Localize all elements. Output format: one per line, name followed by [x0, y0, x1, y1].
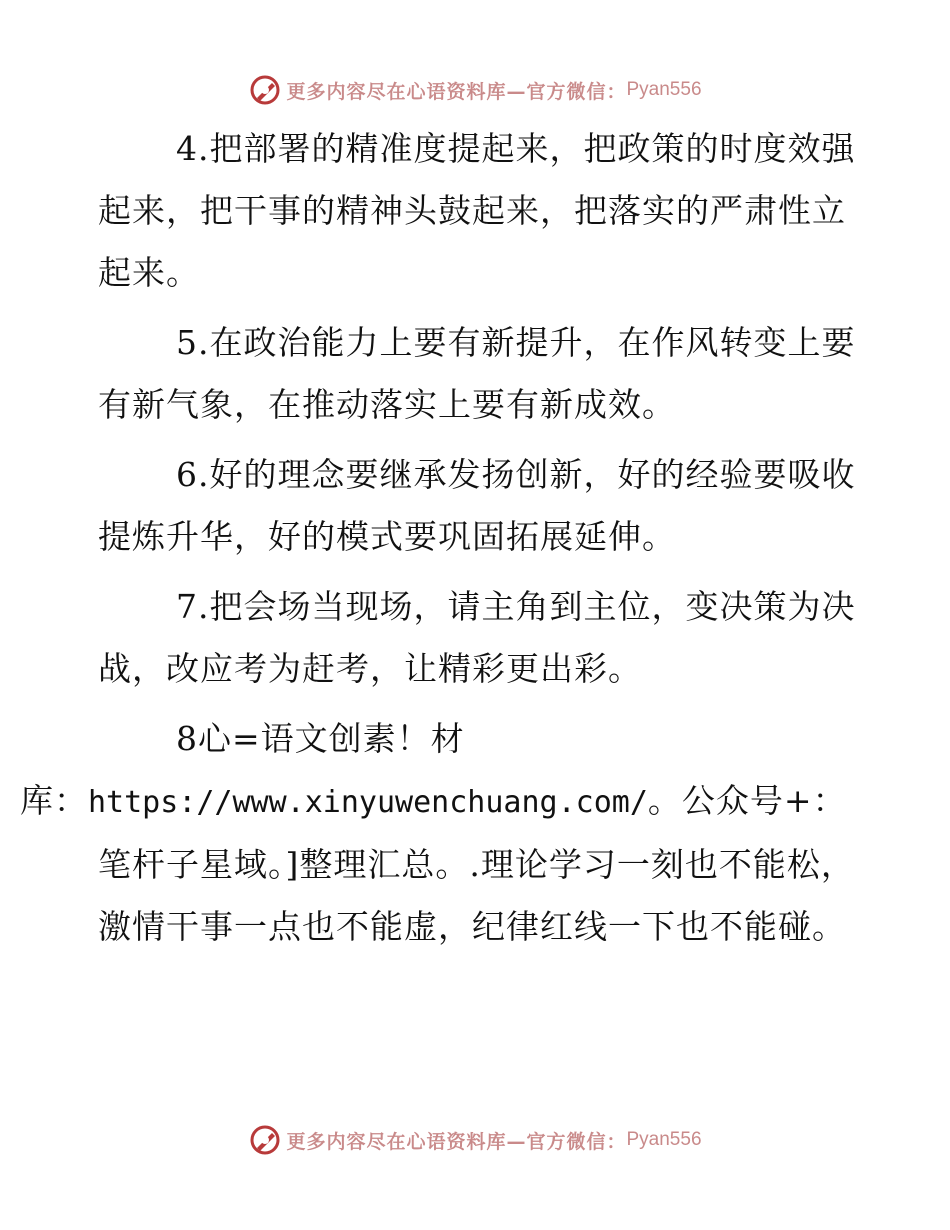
watermark-footer	[0, 1120, 950, 1160]
watermark-text: 更多内容尽在心语资料库—官方微信：	[286, 1130, 627, 1153]
watermark-wechat-id: Pyan556	[626, 1129, 702, 1150]
watermark-text: 更多内容尽在心语资料库—官方微信：	[286, 80, 627, 103]
paragraph-7: 7.把会场当现场，请主角到主位，变决策为决战，改应考为赶考，让精彩更出彩。	[98, 587, 856, 688]
paragraph-5: 5.在政治能力上要有新提升，在作风转变上要有新气象，在推动落实上要有新成效。	[98, 323, 856, 424]
paragraph-8-url-prefix: 库：	[20, 781, 88, 820]
source-url: https://www.xinyuwenchuang.com/	[88, 785, 648, 820]
watermark-wechat-id: Pyan556	[626, 79, 702, 100]
paragraph-6: 6.好的理念要继承发扬创新，好的经验要吸收提炼升华，好的模式要巩固拓展延伸。	[98, 455, 856, 556]
pen-logo-icon	[248, 73, 282, 107]
paragraph-8-line1: 8心=语文创素！材	[176, 719, 465, 758]
pen-logo-icon	[248, 1123, 282, 1157]
watermark-header	[0, 70, 950, 110]
paragraph-8	[20, 708, 858, 958]
paragraph-8-rest: 。公众号+：笔杆子星域。]整理汇总。.理论学习一刻也不能松，激情干事一点也不能虚，纪律红线一下也不能碰。	[98, 781, 855, 946]
paragraph-4: 4.把部署的精准度提起来，把政策的时度效强起来，把干事的精神头鼓起来，把落实的严肃性立起来。	[98, 129, 856, 292]
document-body	[20, 118, 858, 966]
